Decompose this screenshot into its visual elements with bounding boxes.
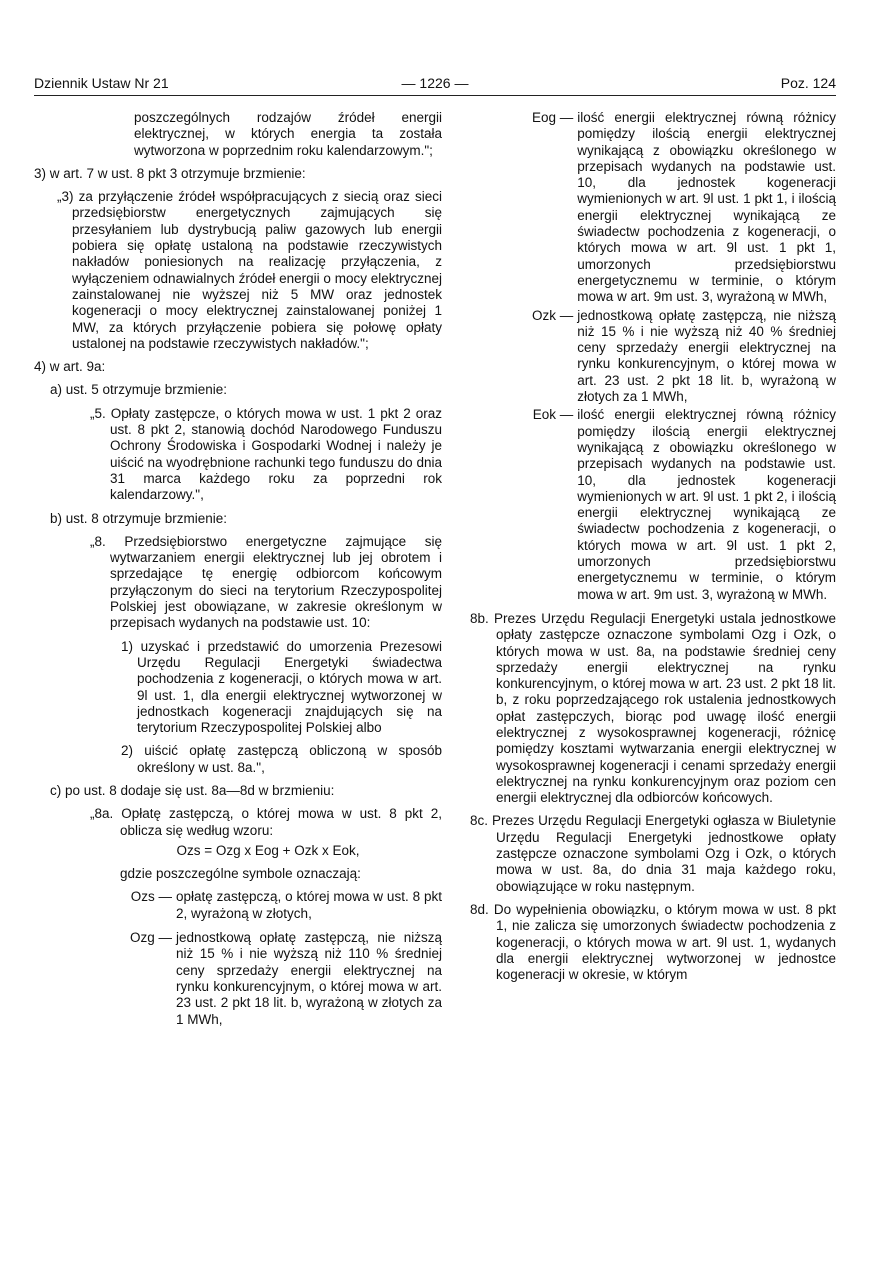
page-number: — 1226 — (401, 75, 469, 91)
item-4b-quote: „8. Przedsiębiorstwo energetyczne zajmujące się wytwarzaniem energii elektrycznej lub jej obrotem i sprzedające tę energię odbiorcom końcowym przyłączonym do sieci na terytorium Rzeczypospolitej Polskiej jest obowiązane, w zakresie określonym w przepisach wydanych na podstawie ust. 10: (90, 533, 442, 631)
paragraph-8a: „8a. Opłatę zastępczą, o której mowa w ust. 8 pkt 2, oblicza się według wzoru: (90, 806, 442, 838)
item-4b: b) ust. 8 otrzymuje brzmienie: (50, 510, 228, 526)
running-header (34, 75, 836, 95)
item-4a: a) ust. 5 otrzymuje brzmienie: (50, 382, 228, 398)
definition-row (532, 110, 836, 308)
symbol: Ozk — (532, 307, 574, 323)
symbol: Ozg — (130, 930, 173, 946)
definition: jednostkową opłatę zastępczą, nie niższą niż 15 % i nie wyższą niż 40 % średniej ceny sprzedaży energii elektrycznej na rynku konkurencyjnym, o której mowa w art. 23 ust. 2 pkt 18 lit. b, wyrażoną w złotych za 1 MWh, (577, 307, 836, 405)
item-3: 3) w art. 7 w ust. 8 pkt 3 otrzymuje brzmienie: (34, 165, 306, 181)
definition-row (130, 930, 442, 1028)
item-3-quote: „3) za przyłączenie źródeł współpracujących z siecią oraz sieci przedsiębiorstw energetycznych zajmujących się przesyłaniem lub dystrybucją paliw gazowych lub energii pobiera się opłatę ustaloną na podstawie rzeczywistych nakładów poniesionych na realizację przyłączenia, z wyłączeniem odnawialnych źródeł energii o mocy elektrycznej zainstalowanej nie wyższej niż 5 MW oraz jednostek kogeneracji o mocy elektrycznej zainstalowanej poniżej 1 MW, za których przyłączenie pobiera się połowę opłaty ustalonej na podstawie rzeczywistych nakładów."; (57, 189, 442, 351)
item-4a-quote: „5. Opłaty zastępcze, o których mowa w ust. 1 pkt 2 oraz ust. 8 pkt 2, stanowią dochód Narodowego Funduszu Ochrony Środowiska i Gospodarki Wodnej i należy je uiścić na wyodrębnione rachunki tego funduszu do dnia 31 marca każdego roku za poprzedni rok kalendarzowy.", (90, 405, 442, 503)
item-4b-point-1: 1) uzyskać i przedstawić do umorzenia Prezesowi Urzędu Regulacji Energetyki świadectwa pochodzenia z kogeneracji, o których mowa w art. 9l ust. 1, dla energii elektrycznej wytworzonej w jednostkach kogeneracji znajdujących się na terytorium Rzeczypospolitej Polskiej albo (121, 638, 442, 736)
paragraph-8c: 8c. Prezes Urzędu Regulacji Energetyki ogłasza w Biuletynie Urzędu Regulacji Energetyki jednostkowe opłaty zastępcze oznaczone symbolami Ozg i Ozk, o których mowa w ust. 8a, do dnia 31 maja każdego roku, obowiązujące w roku następnym. (470, 813, 836, 894)
formula: Ozs = Ozg x Eog + Ozk x Eok, (176, 842, 360, 858)
continued-paragraph: poszczególnych rodzajów źródeł energii elektrycznej, w których energia ta została wytworzona w poprzednim roku kalendarzowym."; (134, 110, 442, 158)
journal-title: Dziennik Ustaw Nr 21 (34, 75, 169, 91)
symbol: Eok — (532, 407, 574, 423)
paragraph-8d: 8d. Do wypełnienia obowiązku, o którym mowa w ust. 8 pkt 1, nie zalicza się umorzonych świadectw pochodzenia z kogeneracji, o których mowa w art. 9l ust. 1, wydanych dla energii elektrycznej wytworzonej w jednostce kogeneracji w okresie, w którym (470, 901, 836, 983)
header-rule (34, 95, 836, 96)
definition-row (130, 889, 442, 930)
item-4b-point-2: 2) uiścić opłatę zastępczą obliczoną w sposób określony w ust. 8a.", (121, 743, 442, 775)
definition: ilość energii elektrycznej równą różnicy pomiędzy ilością energii elektrycznej wynikającą z obowiązku określonego w przepisach wydanych na podstawie ust. 10, dla jednostek kogeneracji wymienionych w art. 9l ust. 1 pkt 1, i ilością energii elektrycznej wynikającą ze świadectw pochodzenia z kogeneracji, o których mowa w art. 9l ust. 1 pkt 1, umorzonych przedsiębiorstwu energetycznemu w terminie, o którym mowa w art. 9m ust. 3, wyrażoną w MWh, (577, 110, 836, 305)
definition: jednostkową opłatę zastępczą, nie niższą niż 15 % i nie wyższą niż 110 % średniej ceny sprzedaży energii elektrycznej na rynku konkurencyjnym, o której mowa w art. 23 ust. 2 pkt 18 lit. b, wyrażoną w złotych za 1 MWh, (176, 930, 442, 1027)
item-position: Poz. 124 (780, 75, 836, 91)
definition-row (532, 407, 836, 611)
symbol: Ozs — (130, 889, 173, 905)
definition: ilość energii elektrycznej równą różnicy pomiędzy ilością energii elektrycznej wynikającą z obowiązku określonego w przepisach wydanych na podstawie ust. 10, dla jednostek kogeneracji wymienionych w art. 9l ust. 1 pkt 2, i ilością energii elektrycznej wynikającą ze świadectw pochodzenia z kogeneracji, o których mowa w art. 9l ust. 1 pkt 2, umorzonych przedsiębiorstwu energetycznemu w terminie, o którym mowa w art. 9m ust. 3, wyrażoną w MWh. (577, 407, 836, 602)
right-column (470, 110, 836, 990)
definition: opłatę zastępczą, o której mowa w ust. 8 pkt 2, wyrażoną w złotych, (176, 889, 442, 921)
symbol-definitions-right (532, 110, 836, 611)
definition-row (532, 308, 836, 408)
paragraph-8b: 8b. Prezes Urzędu Regulacji Energetyki ustala jednostkowe opłaty zastępcze oznaczone symbolami Ozg i Ozk, o których mowa w ust. 8a, na podstawie średniej ceny sprzedaży energii elektrycznej na rynku konkurencyjnym, o której mowa w art. 23 ust. 2 pkt 18 lit. b, z roku poprzedzającego rok ustalenia jednostkowych opłat zastępczych, biorąc pod uwagę ilość energii elektrycznej z wysokosprawnej kogeneracji, różnicę pomiędzy kosztami wytwarzania energii elektrycznej w wysokosprawnej kogeneracji i cenami sprzedaży energii elektrycznej na rynku konkurencyjnym oraz poziom cen energii elektrycznej dla odbiorców końcowych. (470, 610, 836, 806)
symbols-intro: gdzie poszczególne symbole oznaczają: (120, 866, 361, 882)
symbol: Eog — (532, 110, 574, 125)
item-4: 4) w art. 9a: (34, 359, 106, 375)
left-column (34, 110, 442, 1028)
item-4c: c) po ust. 8 dodaje się ust. 8a—8d w brzmieniu: (50, 782, 335, 798)
symbol-definitions-left (130, 889, 442, 1027)
